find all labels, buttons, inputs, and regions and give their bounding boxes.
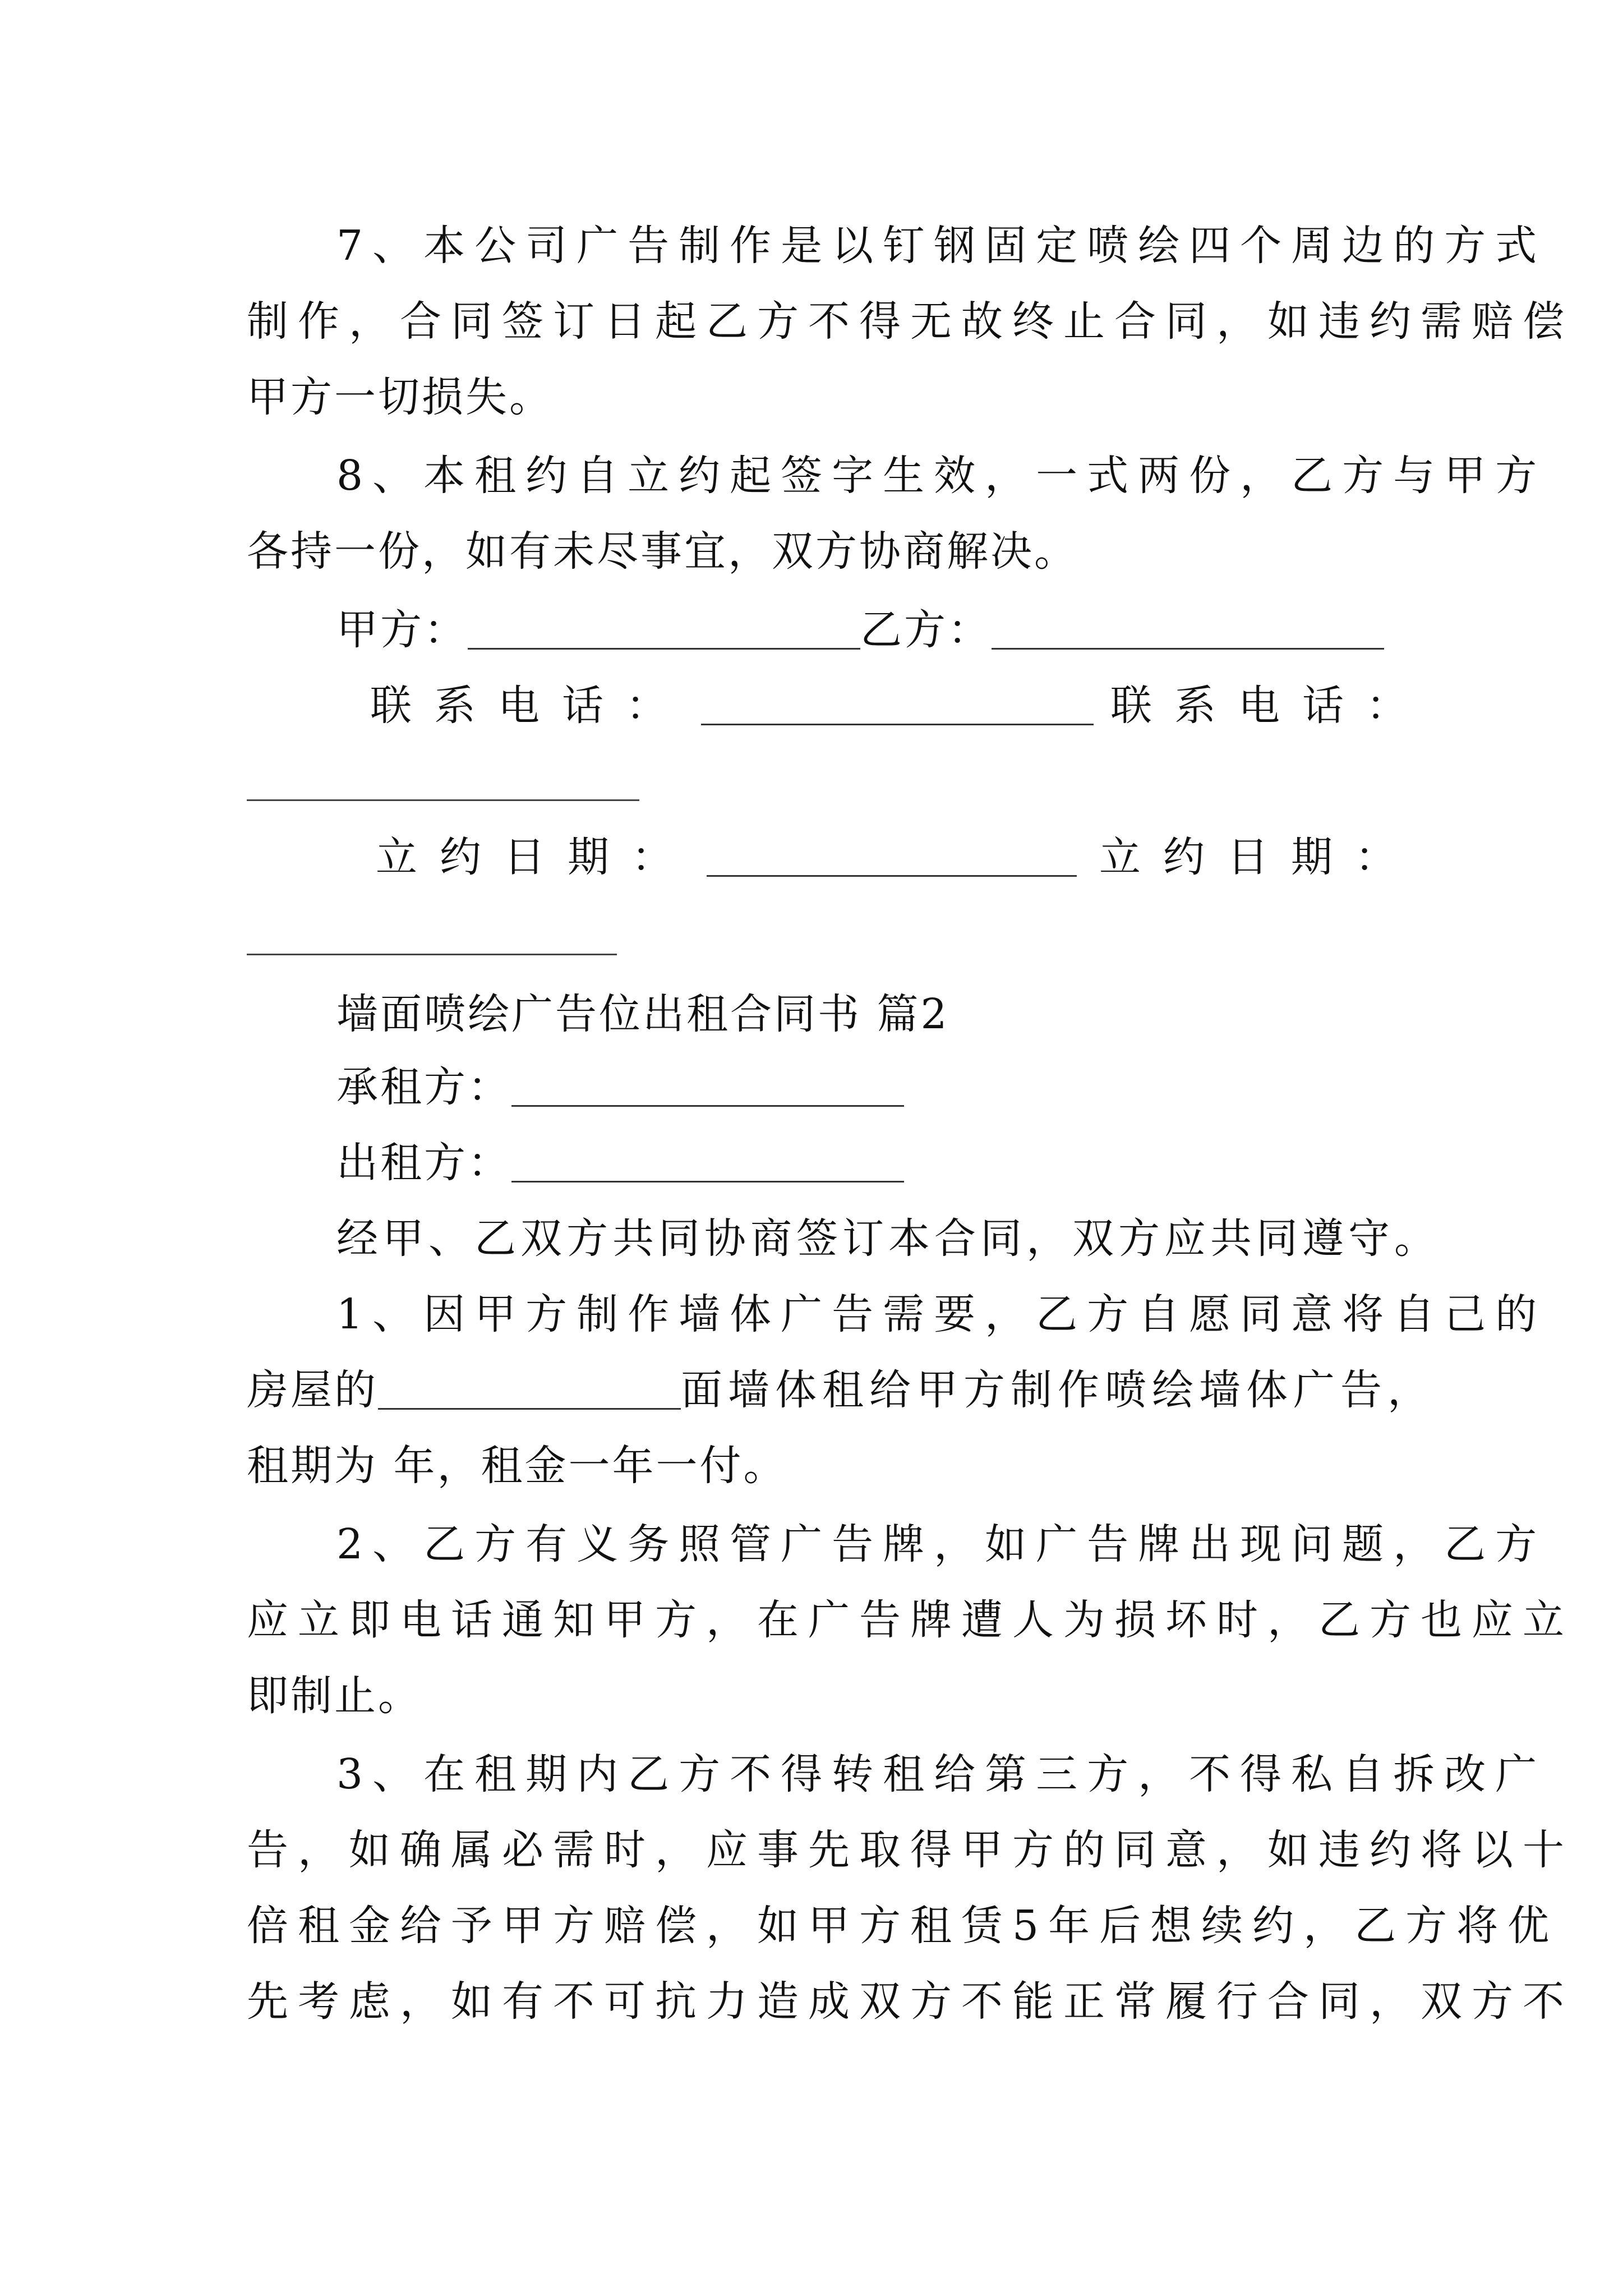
paragraph-8-line-2: 各持一份，如有未尽事宜，双方协商解决。 (247, 527, 1078, 576)
phone-b-blank (247, 799, 639, 801)
paragraph-8-line-1: 8、本租约自立约起签字生效，一式两份，乙方与甲方 (336, 452, 1547, 500)
lessor-label: 出租方： (336, 1139, 511, 1187)
section-2-title: 墙面喷绘广告位出租合同书 篇2 (336, 990, 949, 1038)
clause-1-line-2-prefix: 房屋的 (247, 1366, 378, 1414)
clause-3-line-4: 先考虑，如有不可抗力造成双方不能正常履行合同，双方不 (247, 1977, 1574, 2026)
lessee-label: 承租方： (336, 1063, 511, 1111)
party-a-blank (468, 606, 860, 650)
clause-2-line-1: 2、乙方有义务照管广告牌，如广告牌出现问题，乙方 (336, 1520, 1547, 1568)
clause-2-line-3: 即制止。 (247, 1672, 422, 1720)
paragraph-7-line-1: 7、本公司广告制作是以钉钢固定喷绘四个周边的方式 (336, 222, 1547, 270)
phone-a-blank (701, 682, 1094, 725)
clause-1-line-2-suffix: 面墙体租给甲方制作喷绘墙体广告， (681, 1366, 1435, 1414)
party-a-label: 甲方： (336, 606, 468, 654)
clause-1-line-2 (247, 1363, 1435, 1417)
date-label-a: 立约日期： (376, 833, 695, 881)
date-label-b: 立约日期： (1099, 833, 1419, 881)
party-signature-line (336, 603, 1391, 657)
clause-3-line-1: 3、在租期内乙方不得转租给第三方，不得私自拆改广 (336, 1750, 1547, 1798)
clause-1-line-1: 1、因甲方制作墙体广告需要，乙方自愿同意将自己的 (336, 1290, 1547, 1338)
date-a-blank (707, 834, 1077, 877)
lessee-blank (511, 1064, 904, 1107)
phone-label-b: 联系电话： (1110, 682, 1430, 730)
date-line (376, 830, 1419, 884)
lessor-blank (511, 1139, 904, 1182)
party-b-label: 乙方： (860, 606, 992, 654)
paragraph-7-line-3: 甲方一切损失。 (247, 373, 553, 421)
lessee-line (336, 1060, 1391, 1114)
clause-3-line-2: 告，如确属必需时，应事先取得甲方的同意，如违约将以十 (247, 1826, 1574, 1874)
paragraph-7-line-2: 制作，合同签订日起乙方不得无故终止合同，如违约需赔偿 (247, 297, 1574, 346)
wall-blank (378, 1366, 681, 1410)
party-b-blank (992, 606, 1384, 650)
clause-1-line-3: 租期为 年，租金一年一付。 (247, 1442, 787, 1490)
date-b-blank (247, 954, 617, 955)
phone-line (370, 679, 1430, 733)
clause-2-line-2: 应立即电话通知甲方，在广告牌遭人为损坏时，乙方也应立 (247, 1596, 1574, 1644)
lessor-line (336, 1136, 1391, 1190)
section-2-intro: 经甲、乙双方共同协商签订本合同，双方应共同遵守。 (336, 1214, 1440, 1263)
phone-label-a: 联系电话： (370, 682, 690, 730)
clause-3-line-3: 倍租金给予甲方赔偿，如甲方租赁5年后想续约，乙方将优 (247, 1902, 1559, 1950)
